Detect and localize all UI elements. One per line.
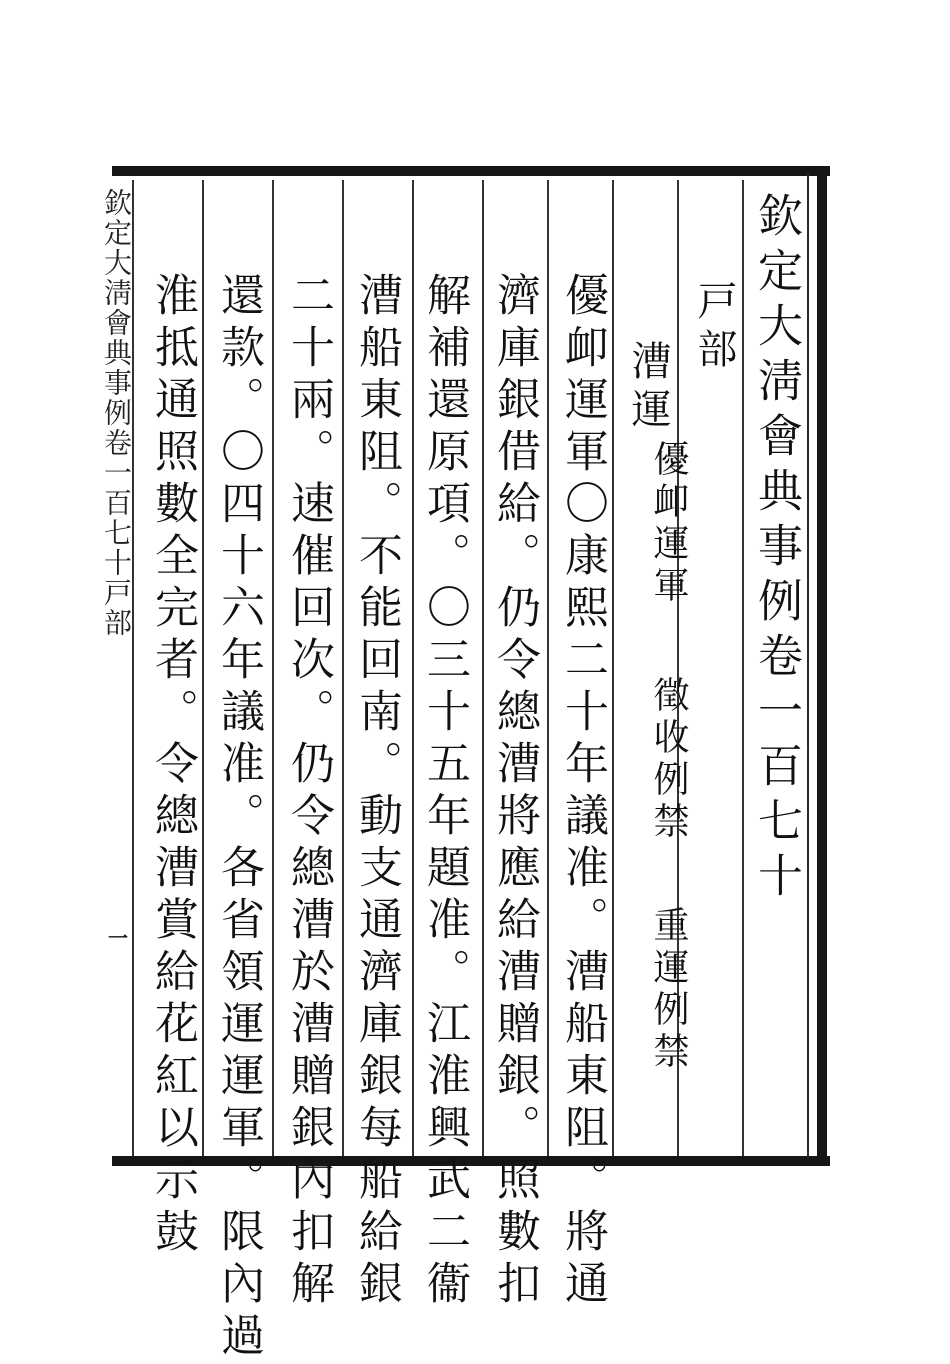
column-divider bbox=[412, 180, 414, 1156]
column-divider bbox=[612, 180, 614, 1156]
topic-3: 重運例禁 bbox=[648, 906, 689, 1074]
topic-2: 徵收例禁 bbox=[648, 676, 689, 844]
text-column-3: 解補還原項。〇三十五年題准。江淮興武二衞 bbox=[419, 272, 470, 1312]
right-inner-rule bbox=[807, 174, 809, 1158]
text-column-5: 二十兩。速催回次。仍令總漕於漕贈銀內扣解 bbox=[283, 272, 334, 1312]
column-divider bbox=[202, 180, 204, 1156]
column-divider bbox=[482, 180, 484, 1156]
margin-caption bbox=[96, 188, 136, 728]
column-divider bbox=[742, 180, 744, 1156]
text-column-7: 淮抵通照數全完者。令總漕賞給花紅以示鼓 bbox=[147, 272, 198, 1260]
margin-volume: 卷一百七十 bbox=[100, 428, 133, 578]
page-number: 一 bbox=[108, 926, 128, 950]
text-column-4: 漕船東阻。不能回南。動支通濟庫銀每船給銀 bbox=[351, 272, 402, 1312]
book-title: 欽定大淸會典事例卷一百七十 bbox=[750, 192, 803, 907]
margin-book-title: 欽定大淸會典事例 bbox=[100, 188, 133, 428]
column-divider bbox=[272, 180, 274, 1156]
top-border-rule bbox=[112, 166, 830, 176]
column-divider bbox=[547, 180, 549, 1156]
text-column-1: 優卹運軍〇康熙二十年議准。漕船東阻。將通 bbox=[557, 272, 608, 1312]
column-divider bbox=[342, 180, 344, 1156]
text-column-2: 濟庫銀借給。仍令總漕將應給漕贈銀。照數扣 bbox=[489, 272, 540, 1312]
section-heading: 漕運 bbox=[625, 340, 671, 436]
text-column-6: 還款。〇四十六年議准。各省領運運軍。限內過 bbox=[213, 272, 264, 1364]
department-heading: 戸部 bbox=[691, 280, 737, 376]
topic-1: 優卹運軍 bbox=[648, 440, 689, 608]
margin-department: 戸部 bbox=[100, 578, 133, 638]
right-border-rule bbox=[817, 166, 827, 1166]
